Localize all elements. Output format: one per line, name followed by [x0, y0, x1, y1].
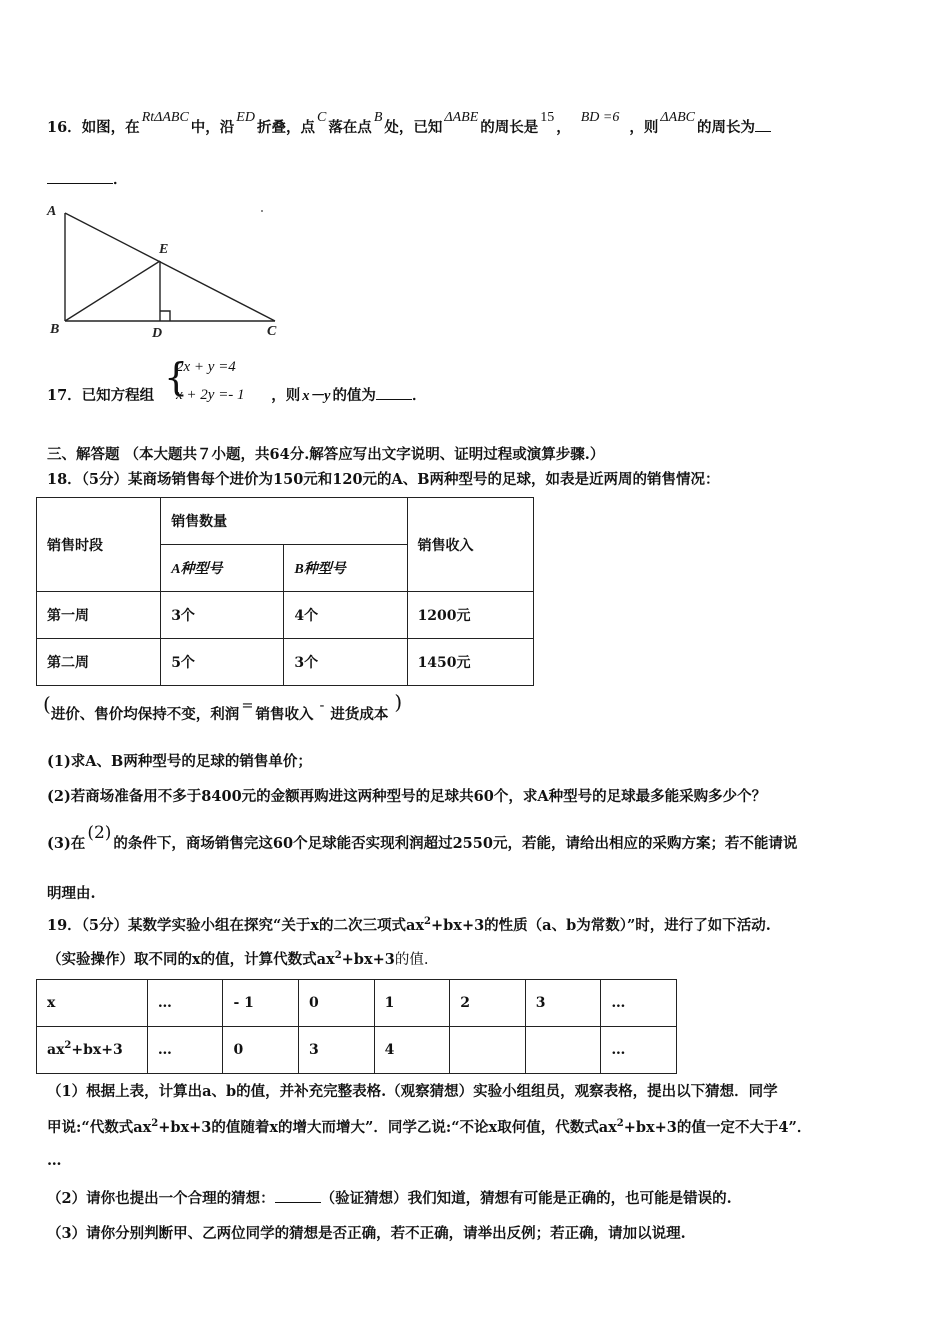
q19-part2: （2）请你也提出一个合理的猜想： （验证猜想）我们知道，猜想有可能是正确的，也可能是错误的. — [47, 1190, 732, 1207]
section-heading: 三、解答题 （本大题共７小题，共64分.解答应写出文字说明、证明过程或演算步骤.） — [47, 446, 605, 463]
table-row: $ax^2+bx+3$ … 0 3 4 … — [37, 1027, 677, 1074]
math-ed: ED — [236, 110, 255, 125]
q19-ellipsis: … — [47, 1152, 62, 1169]
math-rt-abc: RtΔABC — [141, 110, 189, 125]
answer-blank — [376, 399, 412, 400]
label-b: B — [50, 322, 60, 337]
label-a: A — [47, 204, 57, 219]
answer-blank — [755, 131, 771, 132]
q19-part3: （3）请你分别判断甲、乙两位同学的猜想是否正确，若不正确，请举出反例；若正确，请加以说理. — [47, 1225, 686, 1242]
math-15: 15 — [540, 110, 555, 125]
sales-table — [36, 497, 534, 686]
q18-part2: (2)若商场准备用不多于8400元的金额再购进这两种型号的足球共60个，求A种型号的足球最多能采购多少个？ — [47, 788, 767, 805]
table-row: x … - 1 0 1 2 3 … — [37, 980, 677, 1027]
q16-text: 16．如图，在RtΔABC中，沿ED折叠，点C落在点B处，已知ΔABE的周长是15，BD =6，则ΔABC的周长为 — [47, 116, 771, 137]
equation-2: x + 2y =- 1 — [176, 387, 245, 403]
triangle-figure — [40, 195, 290, 345]
q19-part1-continued: 甲说:“代数式$ax^2+bx+3$的值随着x的增大而增大”．同学乙说:“不论x取何值，代数式$ax^2+bx+3$的值一定不大于4”． — [47, 1118, 812, 1136]
q16-number: 16． — [47, 119, 82, 136]
q18-note: (进价、售价均保持不变，利润 = 销售收入 - 进货成本) — [43, 690, 403, 723]
q19-part1: （1）根据上表，计算出a、b的值，并补充完整表格.（观察猜想）实验小组组员，观察表格，提出以下猜想．同学 — [47, 1083, 778, 1100]
equation-1: 2x + y =4 — [176, 359, 236, 375]
q18-intro: 18．（5分）某商场销售每个进价为150元和120元的A、B两种型号的足球，如表是近两周的销售情况： — [47, 471, 720, 488]
table-row: 第一周 3个 4个 1200元 — [37, 592, 534, 639]
label-e: E — [159, 242, 169, 257]
header-quantity: 销售数量 — [161, 498, 407, 545]
side-ac — [65, 213, 275, 321]
header-type-a: A种型号 — [161, 545, 284, 592]
label-c: C — [267, 324, 277, 339]
table-row: 第二周 5个 3个 1450元 — [37, 639, 534, 686]
math-abe: ΔABE — [444, 110, 479, 125]
equation-brace: { — [164, 355, 189, 399]
q19-operation: （实验操作）取不同的x的值，计算代数式$ax^2+bx+3$的值. — [47, 950, 429, 968]
right-angle-mark — [160, 311, 170, 321]
math-c: C — [316, 110, 327, 125]
q18-part1: (1)求A、B两种型号的足球的销售单价； — [47, 753, 312, 770]
q17-number: 17．已知方程组 — [47, 387, 155, 404]
answer-blank — [275, 1202, 321, 1203]
value-table — [36, 979, 677, 1074]
math-b: B — [373, 110, 383, 125]
answer-blank-continued — [47, 183, 113, 184]
label-d: D — [152, 326, 163, 341]
header-type-b: B种型号 — [284, 545, 407, 592]
header-period: 销售时段 — [37, 498, 161, 592]
q18-part3-continued: 明理由. — [47, 885, 96, 902]
q18-part3: (3)在(2)的条件下，商场销售完这60个足球能否实现利润超过2550元，若能，请给出相应的采购方案；若不能请说 — [47, 823, 798, 852]
q19-intro: 19．（5分）某数学实验小组在探究“关于x的二次三项式$ax^2+bx+3$的性质（a、b为常数）”时，进行了如下活动. — [47, 916, 771, 934]
q17-text: 17．已知方程组 ，则 x－y 的值为 ． — [47, 387, 427, 404]
q16-blank-line: ． — [47, 168, 128, 189]
math-abc: ΔABC — [660, 110, 696, 125]
segment-be — [65, 261, 160, 321]
math-bd6: BD =6 — [580, 110, 620, 125]
header-income: 销售收入 — [407, 498, 533, 592]
